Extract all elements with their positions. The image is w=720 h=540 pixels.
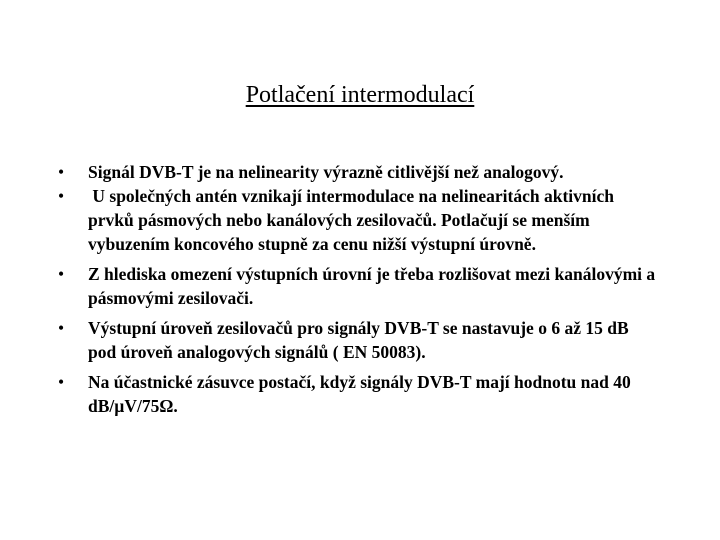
- bullet-marker: •: [58, 186, 65, 206]
- bullet-text: Signál DVB-T je na nelinearity výrazně citlivější než analogový.: [88, 162, 564, 182]
- bullet-item: [58, 184, 658, 256]
- bullet-item: [58, 370, 658, 418]
- bullet-text: Z hlediska omezení výstupních úrovní je třeba rozlišovat mezi kanálovými a pásmovými zesilovači.: [88, 264, 656, 308]
- bullet-text: Na účastnické zásuvce postačí, když signály DVB-T mají hodnotu nad 40 dB/µV/75Ω.: [88, 372, 631, 416]
- bullet-marker: •: [58, 264, 65, 284]
- bullet-text: Výstupní úroveň zesilovačů pro signály DVB-T se nastavuje o 6 až 15 dB pod úroveň analogových signálů ( EN 50083).: [88, 318, 629, 362]
- bullet-item: [58, 316, 658, 364]
- bullet-list: [58, 160, 658, 424]
- bullet-item: [58, 262, 658, 310]
- bullet-marker: •: [58, 372, 65, 392]
- bullet-marker: •: [58, 162, 65, 182]
- bullet-text: U společných antén vznikají intermodulace na nelinearitách aktivních prvků pásmových nebo kanálových zesilovačů. Potlačují se menším vybuzením koncového stupně za cenu nižší výstupní úrovně.: [88, 186, 619, 254]
- slide-title: Potlačení intermodulací: [245, 82, 475, 108]
- bullet-item: [58, 160, 658, 184]
- bullet-marker: •: [58, 318, 65, 338]
